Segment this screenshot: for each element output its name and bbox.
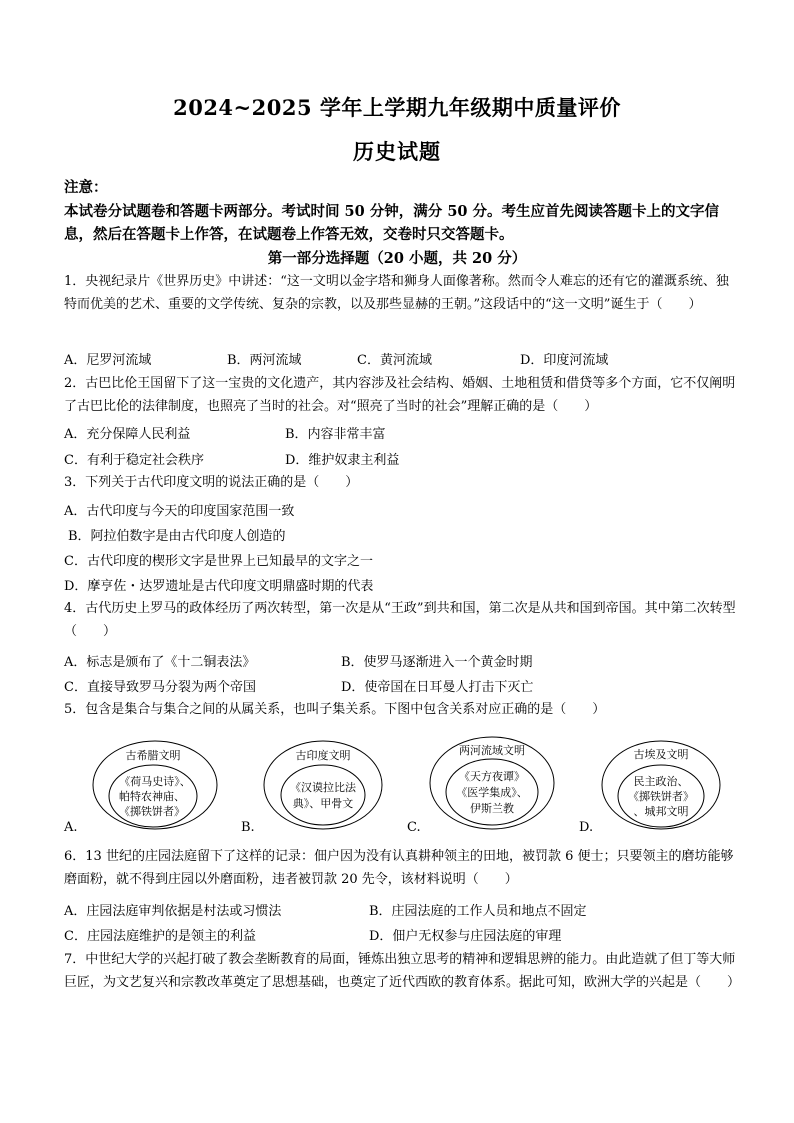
question-1-option-c: C．黄河流域	[357, 353, 432, 368]
question-2-option-a: A．充分保障人民利益	[64, 427, 191, 442]
figure-a-outer-label: 古希腊文明	[125, 749, 181, 762]
section-title: 第一部分选择题（20 小题，共 20 分）	[267, 250, 527, 267]
question-1-option-b: B．两河流域	[227, 353, 302, 368]
figure-b-letter: B.	[241, 820, 255, 835]
figure-d-diagram	[599, 738, 723, 833]
question-2-option-d: D．维护奴隶主利益	[285, 453, 400, 468]
figure-a-inner-line: 《掷铁饼者》	[119, 805, 185, 818]
question-5-stem: 5．包含是集合与集合之间的从属关系，也叫子集关系。下图中包含关系对应正确的是（ ）	[64, 702, 606, 717]
notice-text: 本试卷分试题卷和答题卡两部分。考试时间 50 分钟，满分 50 分。考生应首先阅读答题卡上的文字信息，然后在答题卡上作答，在试题卷上作答无效，交卷时只交答题卡。	[64, 203, 720, 243]
question-4-option-a: A．标志是颁布了《十二铜表法》	[64, 655, 256, 670]
figure-c-inner-line: 伊斯兰教	[470, 802, 514, 815]
figure-d-inner-line: 民主政治、	[633, 775, 689, 788]
question-6-stem: 6．13 世纪的庄园法庭留下了这样的记录：佃户因为没有认真耕种领主的田地，被罚款 6 便士；只要领主的磨坊能够磨面粉，就不得到庄园以外磨面粉，违者被罚款 20 先令，该材料说明（ ）	[64, 849, 734, 887]
figure-b-inner-line: 典》、甲骨文	[292, 797, 354, 810]
figure-c-outer-label: 两河流域文明	[459, 744, 525, 757]
question-3-option-a: A．古代印度与今天的印度国家范围一致	[64, 504, 295, 519]
figure-c-letter: C.	[407, 820, 421, 835]
figure-b-outer-label: 古印度文明	[295, 749, 351, 762]
question-6-option-b: B．庄园法庭的工作人员和地点不固定	[369, 904, 587, 919]
question-6-option-c: C．庄园法庭维护的是领主的利益	[64, 929, 256, 944]
exam-title: 2024~2025 学年上学期九年级期中质量评价	[173, 95, 621, 120]
figure-d-inner-line: 、城邦文明	[633, 805, 689, 818]
question-4-option-c: C．直接导致罗马分裂为两个帝国	[64, 680, 256, 695]
question-4-stem: 4．古代历史上罗马的政体经历了两次转型，第一次是从“王政”到共和国，第二次是从共和国到帝国。其中第二次转型（ ）	[64, 601, 736, 639]
question-3-option-b: B．阿拉伯数字是由古代印度人创造的	[68, 529, 286, 544]
question-4-option-d: D．使帝国在日耳曼人打击下灭亡	[341, 680, 534, 695]
question-1-option-a: A．尼罗河流域	[64, 353, 152, 368]
question-2-option-c: C．有利于稳定社会秩序	[64, 453, 204, 468]
figure-c-inner-line: 《医学集成》、	[456, 786, 528, 799]
figure-d-inner-line: 《掷铁饼者》	[628, 790, 694, 803]
figure-a-letter: A.	[64, 820, 78, 835]
figure-a-inner-line: 帕特农神庙、	[119, 790, 185, 803]
question-1-stem: 1．央视纪录片《世界历史》中讲述：“这一文明以金字塔和狮身人面像著称。然而令人难忘的还有它的灌溉系统、独特而优美的艺术、重要的文学传统、复杂的宗教，以及那些显赫的王朝。”这段话中的“这一文明”诞生于（ ）	[64, 274, 729, 312]
figure-a-diagram	[90, 738, 220, 833]
question-3-option-d: D．摩亨佐・达罗遗址是古代印度文明鼎盛时期的代表	[64, 579, 374, 594]
exam-subject: 历史试题	[353, 139, 441, 164]
question-2-stem: 2．古巴比伦王国留下了这一宝贵的文化遗产，其内容涉及社会结构、婚姻、土地租赁和借贷等多个方面，它不仅阐明了古巴比伦的法律制度，也照亮了当时的社会。对“照亮了当时的社会”理解正确的是（ ）	[64, 376, 736, 414]
notice-heading: 注意：	[64, 179, 108, 196]
question-2-option-b: B．内容非常丰富	[285, 427, 386, 442]
question-3-option-c: C．古代印度的楔形文字是世界上已知最早的文字之一	[64, 554, 373, 569]
figure-b-diagram	[261, 738, 386, 833]
question-6-option-a: A．庄园法庭审判依据是村法或习惯法	[64, 904, 282, 919]
figure-b-inner-line: 《汉谟拉比法	[290, 781, 356, 794]
question-1-option-d: D．印度河流域	[520, 353, 609, 368]
figure-d-outer-label: 古埃及文明	[633, 748, 689, 761]
figure-c-inner-line: 《天方夜谭》	[459, 770, 525, 783]
question-6-option-d: D．佃户无权参与庄园法庭的审理	[369, 929, 562, 944]
question-7-stem: 7．中世纪大学的兴起打破了教会垄断教育的局面，锤炼出独立思考的精神和逻辑思辨的能力。由此造就了但丁等大师巨匠，为文艺复兴和宗教改革奠定了思想基础，也奠定了近代西欧的教育体系。据此可知，欧洲大学的兴起是（ ）	[64, 952, 741, 990]
figure-a-inner-line: 《荷马史诗》、	[119, 775, 191, 788]
question-3-stem: 3．下列关于古代印度文明的说法正确的是（ ）	[64, 475, 359, 490]
figure-d-letter: D.	[579, 820, 594, 835]
question-4-option-b: B．使罗马逐渐进入一个黄金时期	[341, 655, 533, 670]
figure-c-diagram	[427, 734, 557, 832]
